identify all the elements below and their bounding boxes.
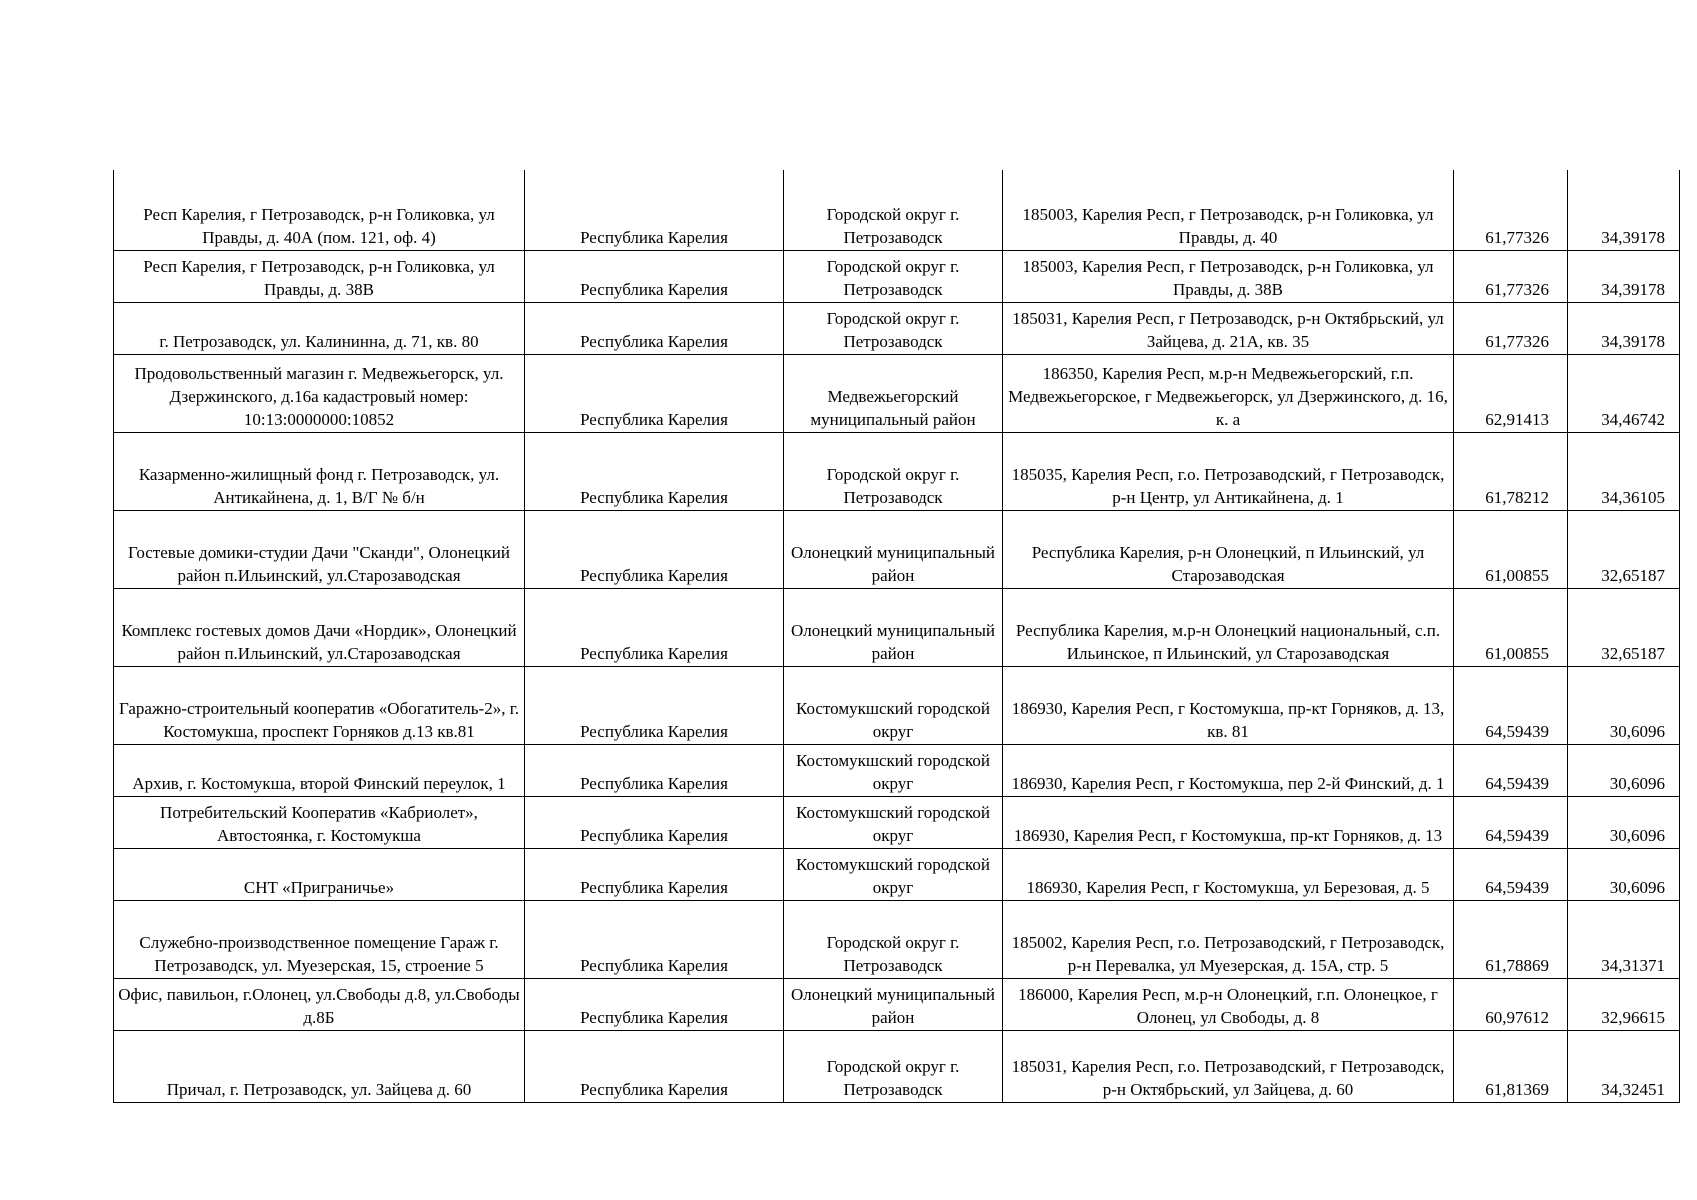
object-cell: Продовольственный магазин г. Медвежьегорск, ул. Дзержинского, д.16а кадастровый номер: 10:13:0000000:10852: [114, 354, 525, 432]
table-row: [114, 848, 1680, 900]
longitude-cell: 34,32451: [1568, 1030, 1680, 1102]
longitude-cell: 30,6096: [1568, 848, 1680, 900]
object-cell: Потребительский Кооператив «Кабриолет», Автостоянка, г. Костомукша: [114, 796, 525, 848]
municipality-cell: Городской округ г. Петрозаводск: [784, 170, 1003, 250]
latitude-cell: 61,77326: [1454, 302, 1568, 354]
address-cell: 185031, Карелия Респ, г Петрозаводск, р-н Октябрьский, ул Зайцева, д. 21А, кв. 35: [1003, 302, 1454, 354]
longitude-cell: 32,96615: [1568, 978, 1680, 1030]
address-cell: 186930, Карелия Респ, г Костомукша, пр-кт Горняков, д. 13: [1003, 796, 1454, 848]
region-cell: Республика Карелия: [525, 666, 784, 744]
latitude-cell: 61,77326: [1454, 170, 1568, 250]
municipality-cell: Костомукшский городской округ: [784, 848, 1003, 900]
address-cell: 185031, Карелия Респ, г.о. Петрозаводский, г Петрозаводск, р-н Октябрьский, ул Зайцева, д. 60: [1003, 1030, 1454, 1102]
objects-table: [113, 170, 1680, 1103]
longitude-cell: 32,65187: [1568, 588, 1680, 666]
latitude-cell: 64,59439: [1454, 848, 1568, 900]
address-cell: 185002, Карелия Респ, г.о. Петрозаводский, г Петрозаводск, р-н Перевалка, ул Муезерская, д. 15А, стр. 5: [1003, 900, 1454, 978]
longitude-cell: 34,31371: [1568, 900, 1680, 978]
table-row: [114, 666, 1680, 744]
address-cell: 185003, Карелия Респ, г Петрозаводск, р-н Голиковка, ул Правды, д. 40: [1003, 170, 1454, 250]
table-row: [114, 744, 1680, 796]
municipality-cell: Костомукшский городской округ: [784, 744, 1003, 796]
address-cell: 186930, Карелия Респ, г Костомукша, ул Березовая, д. 5: [1003, 848, 1454, 900]
table-row: [114, 250, 1680, 302]
object-cell: Архив, г. Костомукша, второй Финский переулок, 1: [114, 744, 525, 796]
longitude-cell: 34,46742: [1568, 354, 1680, 432]
latitude-cell: 60,97612: [1454, 978, 1568, 1030]
object-cell: СНТ «Приграничье»: [114, 848, 525, 900]
latitude-cell: 61,78212: [1454, 432, 1568, 510]
address-cell: 186930, Карелия Респ, г Костомукша, пр-кт Горняков, д. 13, кв. 81: [1003, 666, 1454, 744]
object-cell: Гостевые домики-студии Дачи "Сканди", Олонецкий район п.Ильинский, ул.Старозаводская: [114, 510, 525, 588]
municipality-cell: Городской округ г. Петрозаводск: [784, 432, 1003, 510]
region-cell: Республика Карелия: [525, 588, 784, 666]
region-cell: Республика Карелия: [525, 250, 784, 302]
longitude-cell: 30,6096: [1568, 796, 1680, 848]
longitude-cell: 30,6096: [1568, 744, 1680, 796]
table-row: [114, 432, 1680, 510]
municipality-cell: Медвежьегорский муниципальный район: [784, 354, 1003, 432]
object-cell: Респ Карелия, г Петрозаводск, р-н Голиковка, ул Правды, д. 40А (пом. 121, оф. 4): [114, 170, 525, 250]
latitude-cell: 61,00855: [1454, 510, 1568, 588]
object-cell: Офис, павильон, г.Олонец, ул.Свободы д.8, ул.Свободы д.8Б: [114, 978, 525, 1030]
longitude-cell: 30,6096: [1568, 666, 1680, 744]
address-cell: 186930, Карелия Респ, г Костомукша, пер 2-й Финский, д. 1: [1003, 744, 1454, 796]
table-row: [114, 302, 1680, 354]
table-row: [114, 510, 1680, 588]
municipality-cell: Олонецкий муниципальный район: [784, 588, 1003, 666]
address-cell: 186000, Карелия Респ, м.р-н Олонецкий, г.п. Олонецкое, г Олонец, ул Свободы, д. 8: [1003, 978, 1454, 1030]
region-cell: Республика Карелия: [525, 796, 784, 848]
table-row: [114, 170, 1680, 250]
municipality-cell: Городской округ г. Петрозаводск: [784, 1030, 1003, 1102]
municipality-cell: Костомукшский городской округ: [784, 666, 1003, 744]
region-cell: Республика Карелия: [525, 432, 784, 510]
address-cell: 185003, Карелия Респ, г Петрозаводск, р-н Голиковка, ул Правды, д. 38В: [1003, 250, 1454, 302]
municipality-cell: Городской округ г. Петрозаводск: [784, 302, 1003, 354]
region-cell: Республика Карелия: [525, 744, 784, 796]
municipality-cell: Олонецкий муниципальный район: [784, 510, 1003, 588]
municipality-cell: Городской округ г. Петрозаводск: [784, 250, 1003, 302]
table-row: [114, 1030, 1680, 1102]
object-cell: Гаражно-строительный кооператив «Обогатитель-2», г. Костомукша, проспект Горняков д.13 кв.81: [114, 666, 525, 744]
table-row: [114, 796, 1680, 848]
latitude-cell: 64,59439: [1454, 744, 1568, 796]
region-cell: Республика Карелия: [525, 170, 784, 250]
latitude-cell: 62,91413: [1454, 354, 1568, 432]
object-cell: Служебно-производственное помещение Гараж г. Петрозаводск, ул. Муезерская, 15, строение 5: [114, 900, 525, 978]
latitude-cell: 61,00855: [1454, 588, 1568, 666]
municipality-cell: Олонецкий муниципальный район: [784, 978, 1003, 1030]
table-row: [114, 354, 1680, 432]
table-body: [114, 170, 1680, 1102]
latitude-cell: 64,59439: [1454, 796, 1568, 848]
region-cell: Республика Карелия: [525, 978, 784, 1030]
latitude-cell: 64,59439: [1454, 666, 1568, 744]
address-cell: 185035, Карелия Респ, г.о. Петрозаводский, г Петрозаводск, р-н Центр, ул Антикайнена, д. 1: [1003, 432, 1454, 510]
table-row: [114, 900, 1680, 978]
object-cell: Причал, г. Петрозаводск, ул. Зайцева д. 60: [114, 1030, 525, 1102]
table-row: [114, 978, 1680, 1030]
region-cell: Республика Карелия: [525, 900, 784, 978]
address-cell: 186350, Карелия Респ, м.р-н Медвежьегорский, г.п. Медвежьегорское, г Медвежьегорск, ул Дзержинского, д. 16, к. а: [1003, 354, 1454, 432]
longitude-cell: 34,36105: [1568, 432, 1680, 510]
longitude-cell: 34,39178: [1568, 302, 1680, 354]
longitude-cell: 34,39178: [1568, 170, 1680, 250]
region-cell: Республика Карелия: [525, 1030, 784, 1102]
table-row: [114, 588, 1680, 666]
region-cell: Республика Карелия: [525, 302, 784, 354]
latitude-cell: 61,78869: [1454, 900, 1568, 978]
latitude-cell: 61,77326: [1454, 250, 1568, 302]
longitude-cell: 32,65187: [1568, 510, 1680, 588]
address-cell: Республика Карелия, р-н Олонецкий, п Ильинский, ул Старозаводская: [1003, 510, 1454, 588]
municipality-cell: Городской округ г. Петрозаводск: [784, 900, 1003, 978]
region-cell: Республика Карелия: [525, 510, 784, 588]
municipality-cell: Костомукшский городской округ: [784, 796, 1003, 848]
region-cell: Республика Карелия: [525, 354, 784, 432]
object-cell: Респ Карелия, г Петрозаводск, р-н Голиковка, ул Правды, д. 38В: [114, 250, 525, 302]
object-cell: Казарменно-жилищный фонд г. Петрозаводск, ул. Антикайнена, д. 1, В/Г № б/н: [114, 432, 525, 510]
region-cell: Республика Карелия: [525, 848, 784, 900]
object-cell: Комплекс гостевых домов Дачи «Нордик», Олонецкий район п.Ильинский, ул.Старозаводская: [114, 588, 525, 666]
object-cell: г. Петрозаводск, ул. Калининна, д. 71, кв. 80: [114, 302, 525, 354]
longitude-cell: 34,39178: [1568, 250, 1680, 302]
latitude-cell: 61,81369: [1454, 1030, 1568, 1102]
address-cell: Республика Карелия, м.р-н Олонецкий национальный, с.п. Ильинское, п Ильинский, ул Старозаводская: [1003, 588, 1454, 666]
